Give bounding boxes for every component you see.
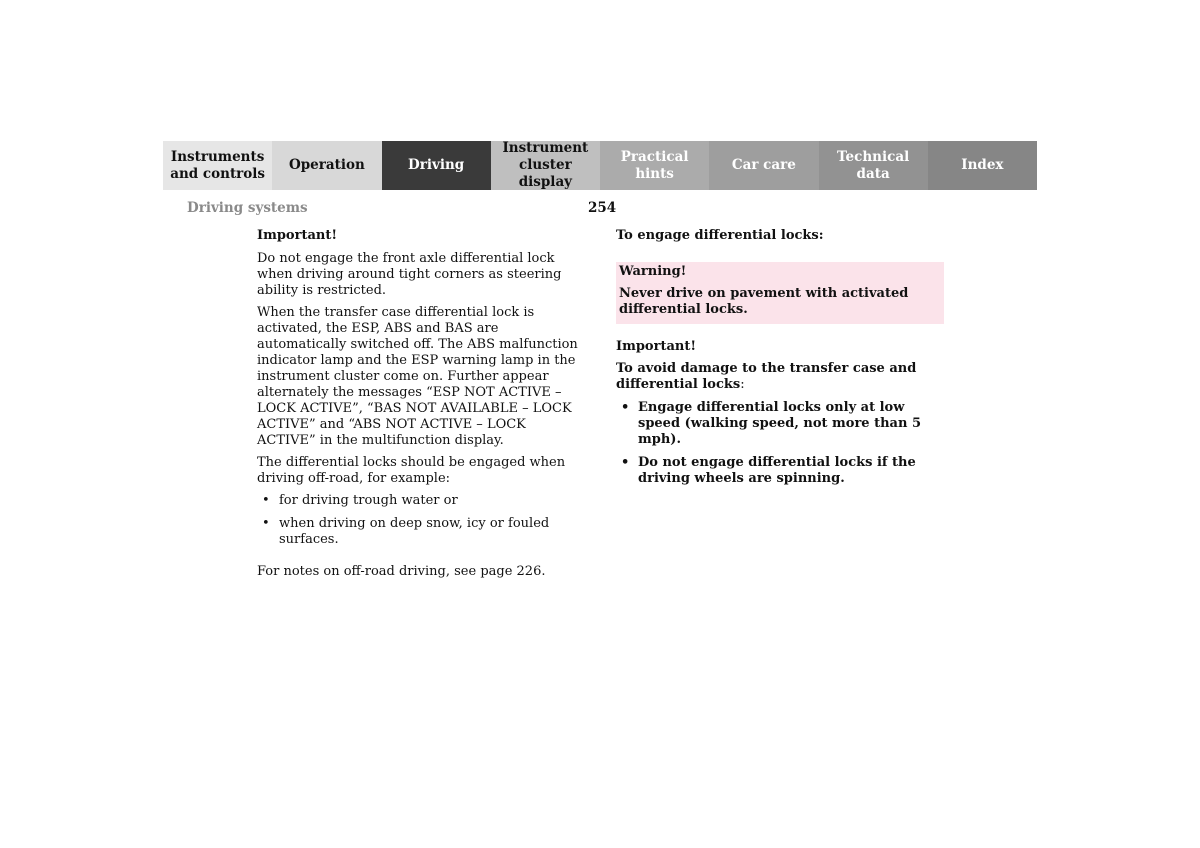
- paragraph: For notes on off-road driving, see page 226.: [257, 564, 546, 579]
- tab-label: Instrument cluster display: [502, 140, 589, 190]
- left-column: [257, 228, 585, 580]
- warning-text: Never drive on pavement with activated differential locks.: [619, 286, 909, 317]
- warning-box: [616, 262, 944, 324]
- bullet-list: [257, 493, 585, 548]
- list-item-text: when driving on deep snow, icy or fouled surfaces.: [279, 516, 550, 547]
- colon: :: [740, 377, 745, 392]
- tab-driving[interactable]: [382, 141, 491, 190]
- tab-label: Instruments and controls: [170, 148, 266, 182]
- tab-practical-hints[interactable]: [600, 141, 709, 190]
- list-item: [616, 400, 944, 448]
- important-heading: Important!: [616, 339, 697, 354]
- list-item-text: Do not engage differential locks if the driving wheels are spinning.: [638, 455, 916, 486]
- tab-label: Operation: [288, 157, 365, 173]
- list-item-text: Engage differential locks only at low speed (walking speed, not more than 5 mph).: [638, 400, 922, 447]
- tab-label: Driving: [408, 157, 465, 173]
- chapter-tabs: [163, 141, 1037, 190]
- tab-operation[interactable]: [272, 141, 381, 190]
- list-item: [616, 455, 944, 487]
- bullet-icon: •: [621, 400, 630, 415]
- tab-instrument-cluster-display[interactable]: [491, 141, 600, 190]
- important-heading: Important!: [257, 228, 338, 243]
- list-item: [257, 493, 585, 509]
- list-item: [257, 516, 585, 548]
- engage-heading: To engage differential locks:: [616, 228, 824, 243]
- warning-title: Warning!: [619, 264, 687, 279]
- tab-label: Index: [961, 157, 1004, 173]
- paragraph: The differential locks should be engaged when driving off-road, for example:: [257, 455, 566, 486]
- paragraph: When the transfer case differential lock is activated, the ESP, ABS and BAS are automatically switched off. The ABS malfunction indicator lamp and the ESP warning lamp in the instrument cluster come on. Further appear alternately the messages “ESP NOT ACTIVE – LOCK ACTIVE”, “BAS NOT AVAILABLE – LOCK ACTIVE” and “ABS NOT ACTIVE – LOCK ACTIVE” in the multifunction display.: [257, 305, 578, 448]
- important-text: To avoid damage to the transfer case and differential locks: [616, 361, 917, 392]
- paragraph: [616, 361, 944, 393]
- tab-index[interactable]: [928, 141, 1037, 190]
- tab-technical-data[interactable]: [819, 141, 928, 190]
- tab-car-care[interactable]: [709, 141, 818, 190]
- right-column: [616, 228, 944, 487]
- tab-label: Practical hints: [620, 148, 689, 182]
- tab-label: Technical data: [837, 148, 910, 182]
- tab-instruments-and-controls[interactable]: [163, 141, 272, 190]
- page-number: 254: [588, 200, 617, 216]
- bullet-icon: •: [621, 455, 630, 470]
- paragraph: Do not engage the front axle differential lock when driving around tight corners as steering ability is restricted.: [257, 251, 562, 298]
- list-item-text: for driving trough water or: [279, 493, 458, 508]
- tab-label: Car care: [731, 157, 796, 173]
- bullet-list: [616, 400, 944, 487]
- section-title: Driving systems: [187, 200, 308, 216]
- bullet-icon: •: [262, 516, 270, 531]
- bullet-icon: •: [262, 493, 270, 508]
